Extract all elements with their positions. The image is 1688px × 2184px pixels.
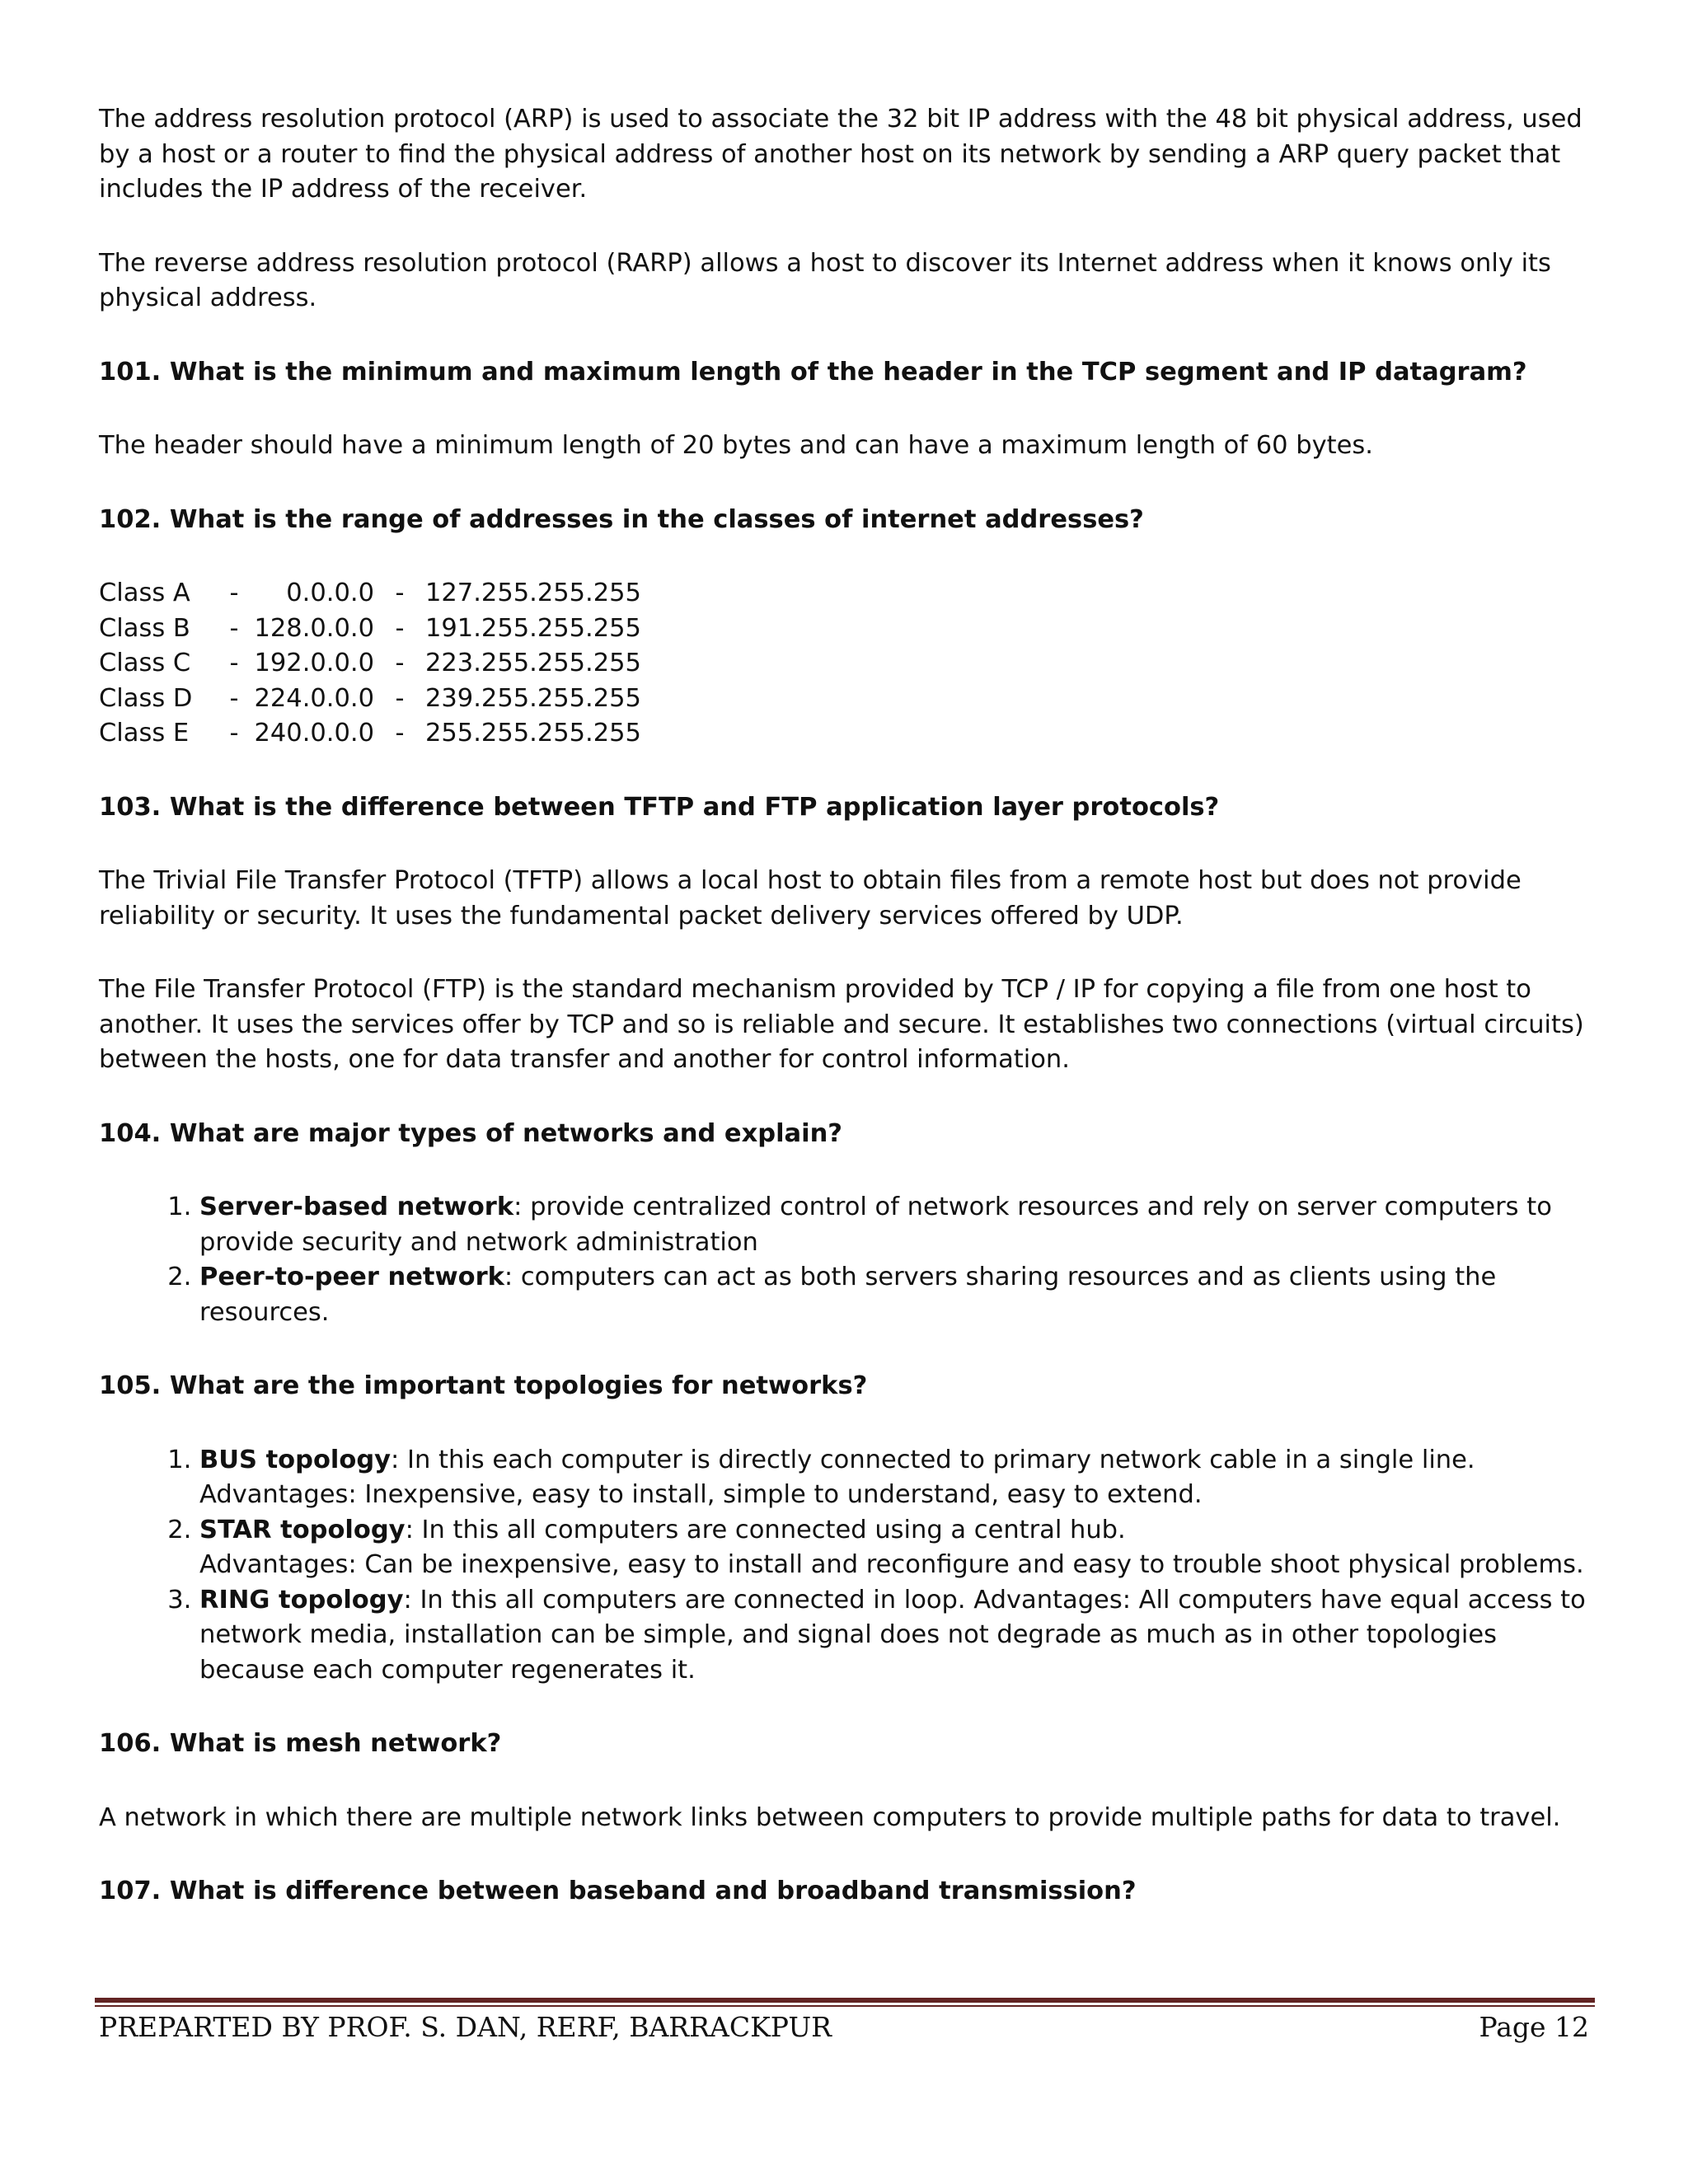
- footer-rule: [95, 1998, 1595, 2008]
- page-footer: [99, 2011, 1589, 2043]
- class-name: Class A: [99, 579, 190, 607]
- question-104: 104. What are major types of networks and explain?: [99, 1118, 842, 1148]
- question-107: 107. What is difference between baseband and broadband transmission?: [99, 1877, 1137, 1905]
- list-item-term: Server-based network: [199, 1193, 514, 1221]
- class-dash: -: [229, 719, 239, 748]
- list-item-advantages: Advantages: Inexpensive, easy to install, simple to understand, easy to extend.: [199, 1480, 1203, 1509]
- class-dash: -: [229, 613, 239, 643]
- document-body: [99, 102, 1599, 1948]
- list-item-text: : In this each computer is directly connected to primary network cable in a single line.: [391, 1445, 1475, 1474]
- class-dash: -: [395, 683, 405, 713]
- question-103: 103. What is the difference between TFTP and FTP application layer protocols?: [99, 792, 1220, 822]
- ftp-paragraph: The File Transfer Protocol (FTP) is the standard mechanism provided by TCP / IP for copying a file from one host to another. It uses the services offer by TCP and so is reliable and secure. It establishes two connections (virtual circuits) between the hosts, one for data transfer and another for control information.: [99, 975, 1584, 1074]
- list-item-text: : computers can act as both servers sharing resources and as clients using the resources.: [199, 1263, 1497, 1327]
- class-dash: -: [229, 649, 239, 677]
- class-name: Class C: [99, 649, 191, 677]
- list-item-term: BUS topology: [199, 1445, 392, 1474]
- page-number: Page 12: [1479, 2011, 1589, 2043]
- address-class-table: [99, 576, 1599, 752]
- list-item: [199, 1443, 1599, 1513]
- class-row: [99, 576, 1599, 612]
- tftp-paragraph: The Trivial File Transfer Protocol (TFTP) allows a local host to obtain files from a remote host but does not provide reliability or security. It uses the fundamental packet delivery services offered by UDP.: [99, 866, 1522, 930]
- footer-rule-thin: [95, 2005, 1595, 2007]
- question-105: 105. What are the important topologies for networks?: [99, 1371, 868, 1400]
- class-dash: -: [395, 579, 405, 607]
- question-101: 101. What is the minimum and maximum length of the header in the TCP segment and IP datagram?: [99, 357, 1527, 387]
- answer-106: A network in which there are multiple network links between computers to provide multiple paths for data to travel.: [99, 1802, 1561, 1832]
- class-name: Class E: [99, 719, 190, 748]
- list-item-text: : In this all computers are connected using a central hub.: [405, 1515, 1126, 1544]
- class-row: [99, 716, 1599, 752]
- list-item-term: RING topology: [199, 1585, 404, 1615]
- class-end-address: 191.255.255.255: [425, 613, 641, 643]
- class-dash: -: [229, 579, 239, 607]
- question-106: 106. What is mesh network?: [99, 1729, 502, 1758]
- class-start-address: 0.0.0.0: [286, 579, 374, 607]
- list-item: [199, 1513, 1599, 1583]
- class-end-address: 223.255.255.255: [425, 649, 641, 677]
- class-dash: -: [395, 719, 405, 748]
- class-name: Class B: [99, 613, 190, 643]
- list-item-text: : provide centralized control of network resources and rely on server computers to provide security and network administration: [199, 1193, 1552, 1257]
- list-item: [199, 1190, 1599, 1260]
- class-start-address: 128.0.0.0: [254, 613, 374, 643]
- list-item-advantages: Advantages: Can be inexpensive, easy to install and reconfigure and easy to trouble shoot physical problems.: [199, 1550, 1584, 1579]
- class-end-address: 255.255.255.255: [425, 719, 641, 748]
- class-name: Class D: [99, 683, 193, 713]
- question-102: 102. What is the range of addresses in the classes of internet addresses?: [99, 504, 1144, 534]
- class-row: [99, 682, 1599, 717]
- class-dash: -: [395, 613, 405, 643]
- class-dash: -: [229, 683, 239, 713]
- list-item: [199, 1260, 1599, 1330]
- list-item: [199, 1583, 1599, 1689]
- network-types-list: [99, 1190, 1599, 1330]
- list-item-term: STAR topology: [199, 1515, 406, 1544]
- class-row: [99, 612, 1599, 647]
- list-item-text: : In this all computers are connected in loop. Advantages: All computers have equal access to network media, installation can be simple, and signal does not degrade as much as in other topologies because each computer regenerates it.: [199, 1585, 1586, 1685]
- arp-paragraph: The address resolution protocol (ARP) is used to associate the 32 bit IP address with the 48 bit physical address, used by a host or a router to find the physical address of another host on its network by sending a ARP query packet that includes the IP address of the receiver.: [99, 105, 1582, 204]
- class-end-address: 127.255.255.255: [425, 579, 641, 607]
- class-end-address: 239.255.255.255: [425, 683, 641, 713]
- rarp-paragraph: The reverse address resolution protocol (RARP) allows a host to discover its Internet address when it knows only its physical address.: [99, 248, 1551, 312]
- class-start-address: 224.0.0.0: [254, 683, 374, 713]
- class-row: [99, 646, 1599, 682]
- list-item-term: Peer-to-peer network: [199, 1263, 504, 1291]
- answer-101: The header should have a minimum length of 20 bytes and can have a maximum length of 60 bytes.: [99, 431, 1373, 460]
- class-start-address: 240.0.0.0: [254, 719, 374, 748]
- topologies-list: [99, 1443, 1599, 1689]
- class-start-address: 192.0.0.0: [254, 649, 374, 677]
- footer-author: PREPARTED BY PROF. S. DAN, RERF, BARRACKPUR: [99, 2011, 832, 2043]
- class-dash: -: [395, 649, 405, 677]
- footer-rule-thick: [95, 1998, 1595, 2003]
